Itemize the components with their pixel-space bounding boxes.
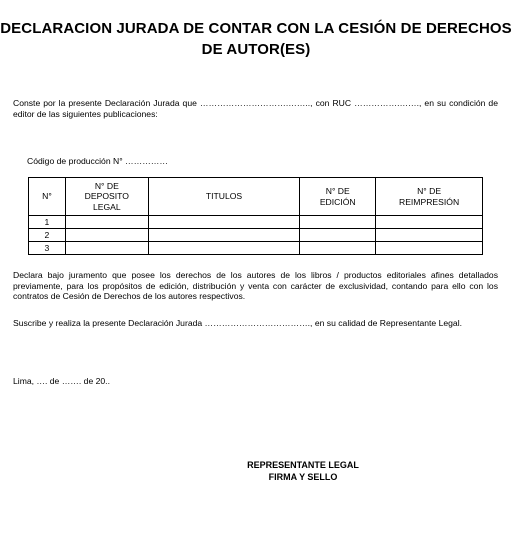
row-number: 1 — [29, 216, 66, 229]
reimpresion-cell[interactable] — [376, 229, 483, 242]
place-date-line: Lima, …. de ……. de 20.. — [13, 376, 110, 386]
title-line-1: DECLARACION JURADA DE CONTAR CON LA CESIÓN DE DERECHOS — [0, 20, 512, 37]
row-number: 3 — [29, 242, 66, 255]
production-code-label: Código de producción N° …………… — [27, 156, 168, 166]
titulo-cell[interactable] — [148, 242, 300, 255]
deposito-cell[interactable] — [65, 229, 148, 242]
signature-subtitle: FIRMA Y SELLO — [268, 472, 338, 482]
header-num: N° — [29, 178, 66, 216]
header-reimpresion: N° DE REIMPRESIÓN — [376, 178, 483, 216]
title-line-2: DE AUTOR(ES) — [201, 41, 311, 58]
table-header-row — [29, 178, 483, 216]
declaration-paragraph: Declara bajo juramento que posee los derechos de los autores de los libros / productos editoriales afines detallados previamente, para los propósitos de edición, distribución y venta con carácter de exclusividad, contando para ello con los contratos de Cesión de Derechos de los autores respectivos. — [13, 270, 498, 302]
table-row — [29, 229, 483, 242]
header-titulos: TITULOS — [148, 178, 300, 216]
deposito-cell[interactable] — [65, 216, 148, 229]
signature-title: REPRESENTANTE LEGAL — [247, 460, 359, 470]
edicion-cell[interactable] — [300, 216, 376, 229]
deposito-cell[interactable] — [65, 242, 148, 255]
reimpresion-cell[interactable] — [376, 242, 483, 255]
titulo-cell[interactable] — [148, 216, 300, 229]
document-title — [0, 18, 512, 60]
table-row — [29, 242, 483, 255]
subscription-paragraph: Suscribe y realiza la presente Declaración Jurada ………………………………., en su calidad de Representante Legal. — [13, 318, 462, 328]
edicion-cell[interactable] — [300, 242, 376, 255]
header-deposito-legal: N° DE DEPOSITO LEGAL — [65, 178, 148, 216]
table-row — [29, 216, 483, 229]
publications-table — [28, 177, 483, 255]
titulo-cell[interactable] — [148, 229, 300, 242]
intro-paragraph: Conste por la presente Declaración Jurada que ………………………….…….., con RUC …………….……., en su condición de editor de las siguientes publicaciones: — [13, 98, 498, 119]
reimpresion-cell[interactable] — [376, 216, 483, 229]
row-number: 2 — [29, 229, 66, 242]
edicion-cell[interactable] — [300, 229, 376, 242]
header-edicion: N° DE EDICIÓN — [300, 178, 376, 216]
